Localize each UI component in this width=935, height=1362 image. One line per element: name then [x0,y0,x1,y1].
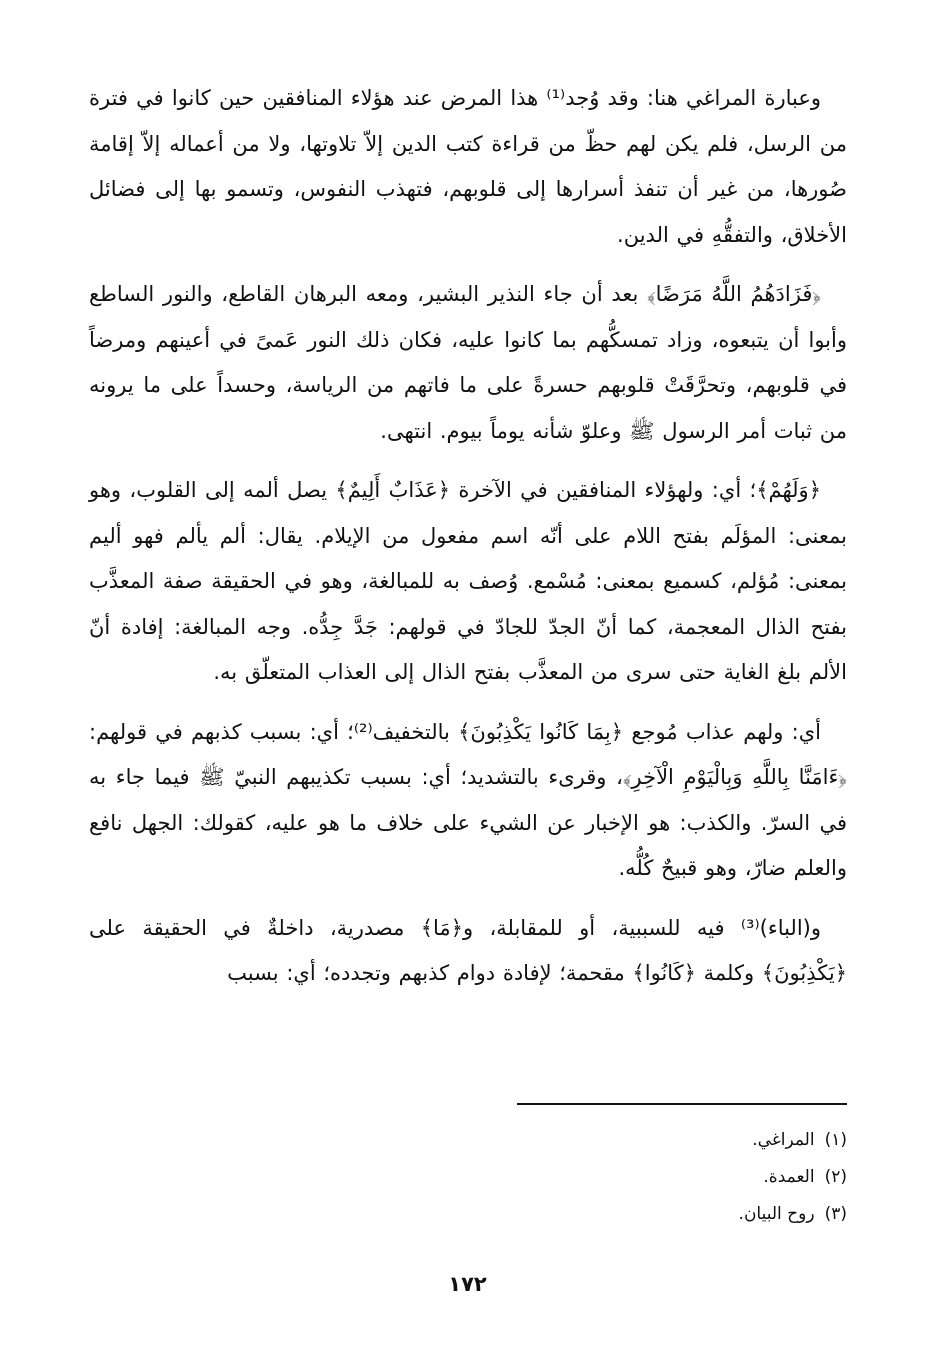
footnote-text: المراغي. [752,1130,815,1150]
footnote-divider [517,1103,847,1105]
footnote-number: (٢) [824,1167,847,1187]
footnote-number: (٣) [824,1204,847,1224]
footnote-1 [89,1122,847,1159]
paragraph-5: و(الباء)⁽³⁾ فيه للسببية، أو للمقابلة، و﴿مَا﴾ مصدرية، داخلةٌ في الحقيقة على ﴿يَكْذِبُونَ﴾ وكلمة ﴿كَانُوا﴾ مقحمة؛ لإفادة دوام كذبهم وتجدده؛ أي: بسبب [89,915,847,985]
paragraph-4: أي: ولهم عذاب مُوجع ﴿بِمَا كَانُوا يَكْذِبُونَ﴾ بالتخفيف⁽²⁾؛ أي: بسبب كذبهم في قولهم: ﴿ءَامَنَّا بِاللَّهِ وَبِالْيَوْمِ الْآخِرِ﴾، وقرىء بالتشديد؛ أي: بسبب تكذيبهم النبيّ ﷺ فيما جاء به في السرّ. والكذب: هو الإخبار عن الشيء على خلاف ما هو عليه، كقولك: الجهل نافع والعلم ضارّ، وهو قبيحٌ كُلُّه. [89,719,847,880]
footnote-text: العمدة. [763,1167,815,1187]
paragraph-2: ﴿فَزَادَهُمُ اللَّهُ مَرَضًا﴾ بعد أن جاء النذير البشير، ومعه البرهان القاطع، والنور الساطع وأبوا أن يتبعوه، وزاد تمسكُّهم بما كانوا عليه، فكان ذلك النور عَمىً في أعينهم ومرضاً في قلوبهم، وتحرَّقَتْ قلوبهم حسرةً على ما فاتهم من الرياسة، وحسداً على ما يرونه من ثبات أمر الرسول ﷺ وعلوّ شأنه يوماً بيوم. انتهى. [89,282,847,443]
page-number: ١٧٢ [448,1272,487,1296]
footnote-number: (١) [824,1130,847,1150]
footnote-3 [89,1196,847,1233]
paragraph-3: ﴿وَلَهُمْ﴾؛ أي: ولهؤلاء المنافقين في الآخرة ﴿عَذَابٌ أَلِيمٌ﴾ يصل ألمه إلى القلوب، وهو بمعنى: المؤلَم بفتح اللام على أنّه اسم مفعول من الإيلام. يقال: ألم يألم فهو أليم بمعنى: مُؤلم، كسميع بمعنى: مُسْمع. وُصف به للمبالغة، وهو في الحقيقة صفة المعذَّب بفتح الذال المعجمة، كما أنّ الجدّ للجادّ في قولهم: جَدَّ جِدُّه. وجه المبالغة: إفادة أنّ الألم بلغ الغاية حتى سرى من المعذَّب بفتح الذال إلى العذاب المتعلّق به. [89,478,847,684]
footnotes [89,1122,847,1233]
main-text [89,76,847,1011]
footnote-2 [89,1159,847,1196]
footnote-text: روح البيان. [738,1204,815,1224]
paragraph-1: وعبارة المراغي هنا: وقد وُجد⁽¹⁾ هذا المرض عند هؤلاء المنافقين حين كانوا في فترة من الرسل، فلم يكن لهم حظّ من قراءة كتب الدين إلاّ تلاوتها، ولا من أعماله إلاّ إقامة صُورها، من غير أن تنفذ أسرارها إلى قلوبهم، فتهذب النفوس، وتسمو بها إلى فضائل الأخلاق، والتفقُّهِ في الدين. [89,86,847,247]
